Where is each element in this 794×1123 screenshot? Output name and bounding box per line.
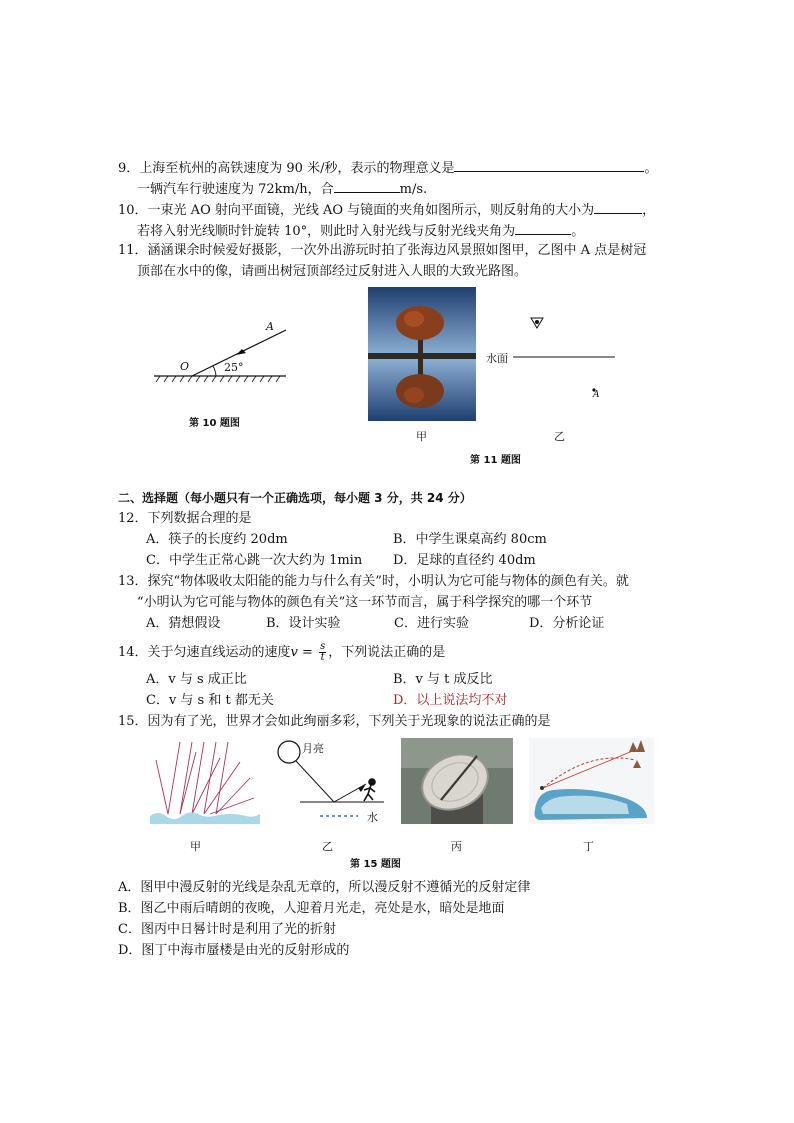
q11-line2: 顶部在水中的像，请画出树冠顶部经过反射进入人眼的大致光路图。	[137, 264, 528, 279]
fig10-label-A: A	[266, 320, 274, 333]
q15-stem: 15．因为有了光，世界才会如此绚丽多彩，下列关于光现象的说法正确的是	[118, 714, 551, 729]
q9-line1	[118, 157, 657, 179]
q10-line2	[137, 220, 584, 242]
q10-text: 10．一束光 AO 射向平面镜，光线 AO 与镜面的夹角如图所示，则反射角的大小为	[118, 203, 595, 218]
q10-blank1[interactable]	[594, 199, 642, 214]
fig15-sub-bing: 丙	[451, 840, 462, 853]
fig11-label-water: 水面	[486, 352, 508, 365]
q9-blank1[interactable]	[454, 157, 644, 172]
q15-option-A[interactable]: A．图甲中漫反射的光线是杂乱无章的，所以漫反射不遵循光的反射定律	[118, 880, 531, 895]
fig15-moon-label: 月亮	[302, 742, 324, 755]
section2-title: 二、选择题（每小题只有一个正确选项，每小题 3 分，共 24 分）	[118, 491, 472, 505]
q14-option-A[interactable]: A．v 与 s 成正比	[146, 672, 247, 687]
fig11-photo	[368, 287, 476, 421]
q14-stem	[118, 640, 445, 666]
q15-option-B[interactable]: B．图乙中雨后晴朗的夜晚，人迎着月光走，亮处是水，暗处是地面	[118, 901, 505, 916]
q10-line1	[118, 199, 655, 221]
q9-end: 。	[644, 161, 658, 176]
q12-option-A[interactable]: A．筷子的长度约 20dm	[146, 532, 288, 547]
rough-surface	[150, 812, 260, 824]
q13-line1: 13．探究“物体吸收太阳能的能力与什么有关”时，小明认为它可能与物体的颜色有关。就	[118, 574, 629, 589]
fig11-diagram	[505, 310, 620, 400]
q9-line2	[137, 178, 427, 200]
q13-option-B[interactable]: B．设计实验	[266, 616, 341, 631]
q14-option-B[interactable]: B．v 与 t 成反比	[393, 672, 493, 687]
q9-unit: m/s.	[399, 182, 428, 197]
fig15-caption: 第 15 题图	[350, 859, 401, 870]
q10-end2: 。	[571, 224, 585, 239]
q12-stem: 12．下列数据合理的是	[118, 511, 252, 526]
q12-option-D[interactable]: D．足球的直径约 40dm	[393, 553, 536, 568]
q9-blank2[interactable]	[334, 178, 400, 193]
q14-fraction	[319, 642, 326, 663]
q13-line2: “小明认为它可能与物体的颜色有关”这一环节而言，属于科学探究的哪一个环节	[137, 595, 593, 610]
moon-icon	[278, 741, 300, 763]
q14-option-D[interactable]: D．以上说法均不对	[393, 693, 508, 708]
fig10-angle: 25°	[224, 361, 244, 374]
q14-option-C[interactable]: C．v 与 s 和 t 都无关	[146, 693, 274, 708]
q13-option-A[interactable]: A．猜想假设	[146, 616, 221, 631]
q10-line2-text: 若将入射光线顺时针旋转 10°，则此时入射光线与反射光线夹角为	[137, 224, 516, 239]
q13-option-D[interactable]: D．分析论证	[529, 616, 605, 631]
fig15-sub-yi: 乙	[322, 840, 333, 853]
q14-den: t	[320, 652, 325, 663]
q14-stem-post: ，下列说法正确的是	[328, 645, 446, 660]
fig15-jia-diffuse-reflection	[150, 738, 260, 824]
q15-option-D[interactable]: D．图丁中海市蜃楼是由光的反射形成的	[118, 943, 350, 958]
q14-stem-pre: 14．关于匀速直线运动的速度	[118, 645, 291, 660]
person-icon	[364, 779, 375, 801]
q13-option-C[interactable]: C．进行实验	[394, 616, 469, 631]
fig15-water-label: 水	[367, 811, 378, 824]
fig11-label-A: A	[593, 390, 600, 400]
fig15-bing-sundial	[401, 738, 513, 824]
fig15-sub-jia: 甲	[190, 840, 201, 853]
fig15-sub-ding: 丁	[583, 840, 594, 853]
fig11-sub-jia: 甲	[416, 430, 427, 443]
q9-line2-text: 一辆汽车行驶速度为 72km/h，合	[137, 182, 334, 197]
q12-option-C[interactable]: C．中学生正常心跳一次大约为 1min	[146, 553, 363, 568]
fig11-sub-yi: 乙	[554, 430, 565, 443]
angle-arc	[213, 366, 216, 376]
q10-end1: ，	[642, 203, 656, 218]
q14-num: s	[320, 641, 326, 652]
q10-blank2[interactable]	[515, 220, 571, 235]
q15-option-C[interactable]: C．图丙中日晷计时是利用了光的折射	[118, 922, 336, 937]
fig10-caption: 第 10 题图	[189, 418, 240, 429]
q11-line1: 11．涵涵课余时候爱好摄影，一次外出游玩时拍了张海边风景照如图甲，乙图中 A 点是树冠	[118, 243, 647, 258]
q14-v: v	[290, 645, 298, 660]
fig15-ding-mirage	[529, 738, 654, 824]
q14-eq: =	[297, 645, 318, 660]
fig10-label-O: O	[180, 360, 190, 373]
q9-text: 9．上海至杭州的高铁速度为 90 米/秒，表示的物理意义是	[118, 161, 455, 176]
fig11-caption: 第 11 题图	[470, 455, 521, 466]
q12-option-B[interactable]: B．中学生课桌高约 80cm	[393, 532, 547, 547]
